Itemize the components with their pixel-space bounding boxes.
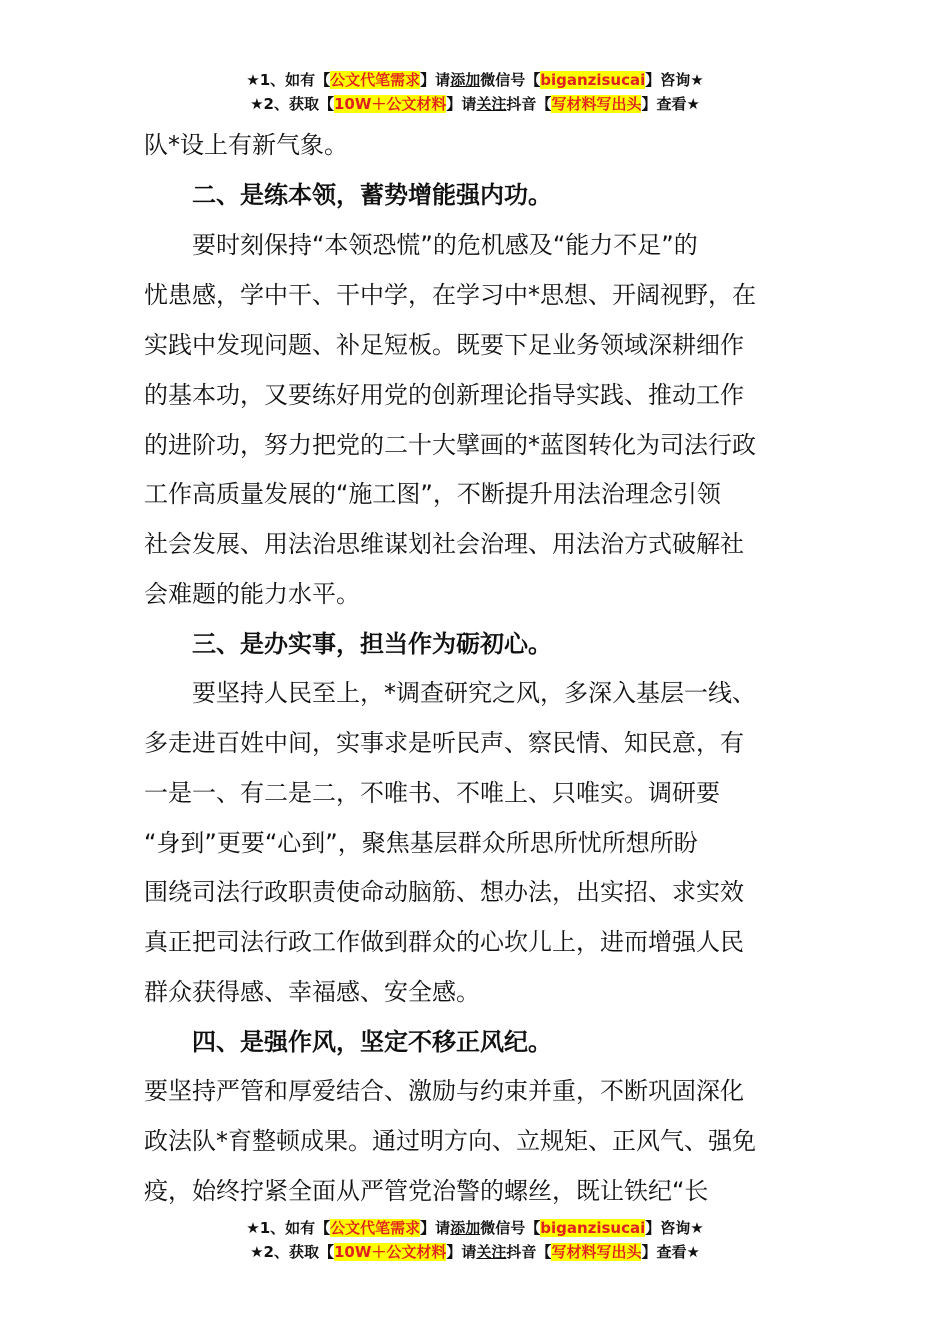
underlined-text: 关注 [476,95,507,113]
banner-text: ★1、如有【 [246,71,331,89]
section-heading: 二、是练本领，蓄势增能强内功。 [192,181,552,209]
banner-text: ★2、获取【 [250,1243,334,1261]
body-line: 围绕司法行政职责使命动脑筋、想办法，出实招、求实效 [144,878,744,906]
highlight-materials: 10W＋公文材料 [333,95,447,113]
highlight-materials: 10W＋公文材料 [333,1243,447,1261]
section-heading: 四、是强作风，坚定不移正风纪。 [192,1028,552,1056]
body-line: 政法队*育整顿成果。通过明方向、立规矩、正风气、强免 [144,1127,756,1155]
banner-text: 抖音【 [506,95,552,113]
body-line: 社会发展、用法治思维谋划社会治理、用法治方式破解社 [144,530,744,558]
banner-text: 】请 [446,1243,477,1261]
body-line: 群众获得感、幸福感、安全感。 [144,978,480,1006]
banner-text: 微信号【 [480,1219,541,1237]
banner-text: 】查看★ [641,95,700,113]
section-heading: 三、是办实事，担当作为砺初心。 [192,630,552,658]
body-line: 疫，始终拧紧全面从严管党治警的螺丝，既让铁纪“长 [144,1177,709,1205]
highlight-service: 公文代笔需求 [330,1219,421,1237]
banner-line-1 [0,68,950,92]
banner-text: 微信号【 [480,71,541,89]
body-line: 工作高质量发展的“施工图”，不断提升用法治理念引领 [144,480,721,508]
body-line: 多走进百姓中间，实事求是听民声、察民情、知民意，有 [144,729,744,757]
header-banner [0,68,950,116]
body-line: 真正把司法行政工作做到群众的心坎儿上，进而增强人民 [144,928,744,956]
body-line: 要坚持严管和厚爱结合、激励与约束并重，不断巩固深化 [144,1077,744,1105]
highlight-service: 公文代笔需求 [330,71,421,89]
body-line: 的基本功，又要练好用党的创新理论指导实践、推动工作 [144,381,744,409]
banner-line-2 [0,92,950,116]
banner-text: 】请 [446,95,477,113]
highlight-wechat-id: biganzisucai [540,71,646,89]
underlined-text: 添加 [450,71,481,89]
highlight-wechat-id: biganzisucai [540,1219,646,1237]
highlight-account: 写材料写出头 [551,1243,642,1261]
body-line: 忧患感，学中干、干中学，在学习中*思想、开阔视野，在 [144,281,756,309]
banner-text: ★1、如有【 [246,1219,331,1237]
body-line: 要坚持人民至上，*调查研究之风，多深入基层一线、 [192,679,756,707]
body-line: 一是一、有二是二，不唯书、不唯上、只唯实。调研要 [144,779,720,807]
underlined-text: 关注 [476,1243,507,1261]
banner-text: 】查看★ [641,1243,700,1261]
banner-text: ★2、获取【 [250,95,334,113]
body-line: 的进阶功，努力把党的二十大擘画的*蓝图转化为司法行政 [144,431,756,459]
banner-text: 】请 [420,1219,451,1237]
banner-text: 】咨询★ [645,1219,704,1237]
body-line: 要时刻保持“本领恐慌”的危机感及“能力不足”的 [192,231,698,259]
banner-text: 抖音【 [506,1243,552,1261]
body-line: 会难题的能力水平。 [144,580,360,608]
underlined-text: 添加 [450,1219,481,1237]
banner-line-1 [0,1216,950,1240]
banner-text: 】咨询★ [645,71,704,89]
body-line: “身到”更要“心到”，聚焦基层群众所思所忧所想所盼 [144,829,698,857]
highlight-account: 写材料写出头 [551,95,642,113]
body-line: 队*设上有新气象。 [144,131,348,159]
banner-text: 】请 [420,71,451,89]
body-line: 实践中发现问题、补足短板。既要下足业务领域深耕细作 [144,331,744,359]
banner-line-2 [0,1240,950,1264]
footer-banner [0,1216,950,1264]
